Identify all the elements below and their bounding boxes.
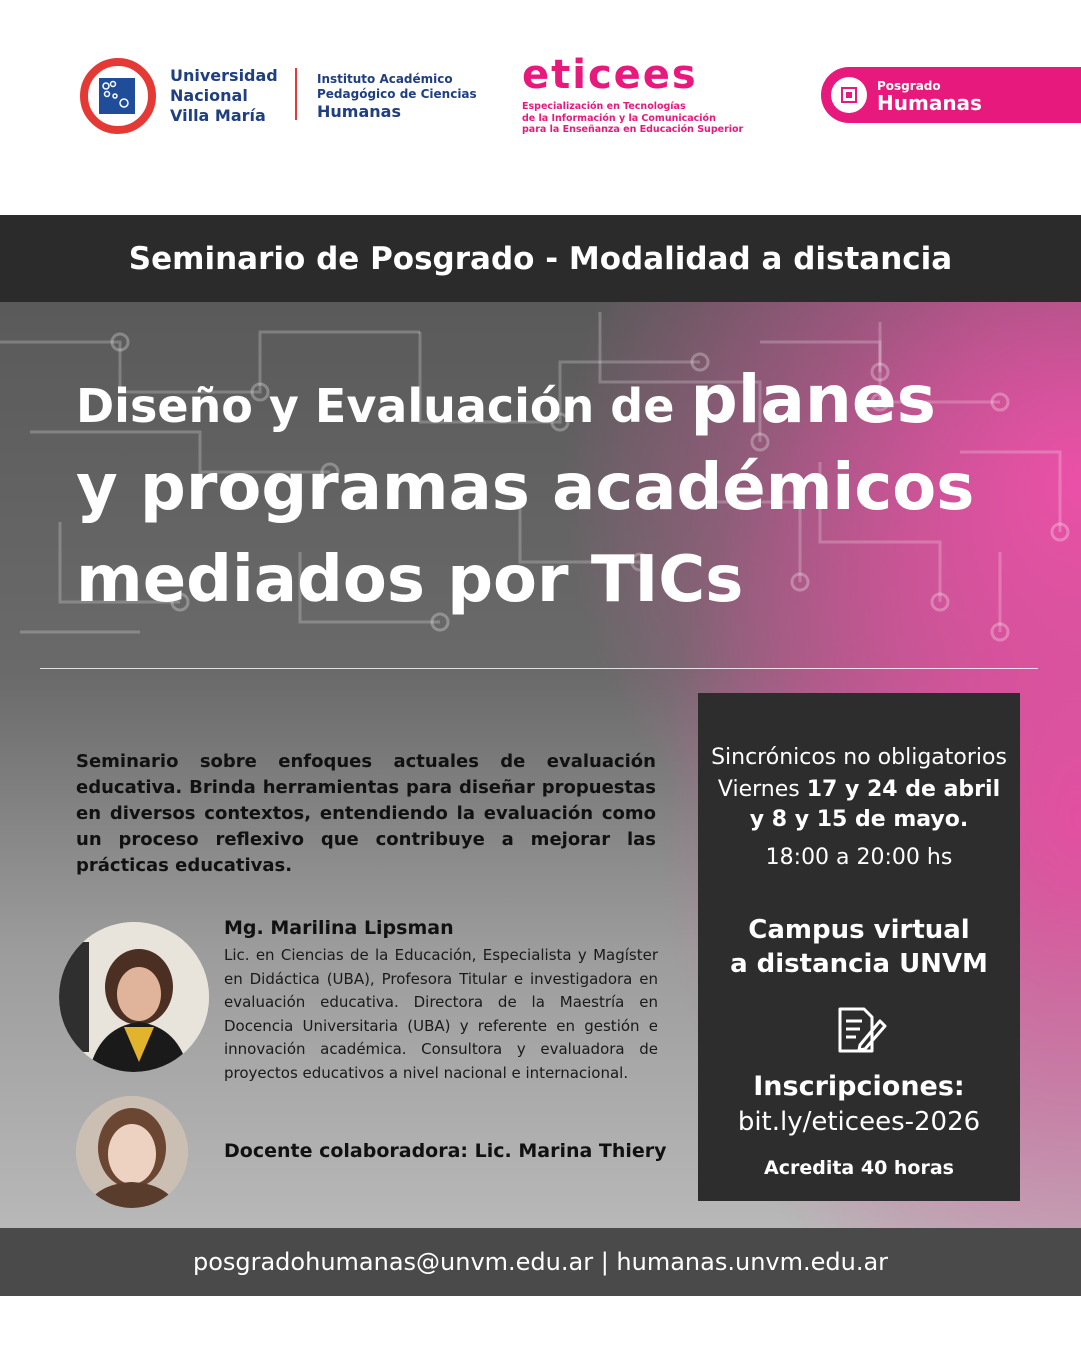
- posgrado-humanas-badge: [821, 67, 1081, 123]
- badge-small-text: Posgrado: [877, 79, 941, 93]
- contact-links[interactable]: posgradohumanas@unvm.edu.ar | humanas.unvm.edu.ar: [192, 1248, 889, 1276]
- registration-link[interactable]: bit.ly/eticees-2026: [737, 1107, 981, 1137]
- registration-label: Inscripciones:: [753, 1071, 965, 1102]
- eticees-logo: eticees: [522, 52, 698, 98]
- seminar-modality-title: Seminario de Posgrado - Modalidad a distancia: [128, 240, 953, 277]
- bottom-margin: [0, 1296, 1081, 1350]
- dates-prefix: Viernes: [717, 777, 807, 802]
- schedule-info-box: [698, 693, 1020, 1201]
- unvm-line1: Universidad: [170, 66, 278, 85]
- unvm-logo-icon: [78, 56, 158, 136]
- speaker-photo: [59, 922, 209, 1072]
- collaborator-photo: [76, 1096, 188, 1208]
- sync-label: Sincrónicos no obligatorios: [711, 745, 1007, 770]
- session-dates: [698, 775, 1020, 835]
- campus-line1: Campus virtual: [748, 915, 970, 945]
- collaborator-avatar-icon: [76, 1096, 188, 1208]
- unvm-line2: Nacional: [170, 86, 248, 105]
- seminar-title-line1b: planes: [690, 361, 936, 438]
- seminar-title-line1: [76, 361, 974, 442]
- seminar-description: Seminario sobre enfoques actuales de evaluación educativa. Brinda herramientas para diseñar propuestas en diversos contextos, entendiendo la evaluación como un proceso reflexivo que contribuye a mejorar las prácticas educativas.: [76, 751, 656, 876]
- credit-hours: Acredita 40 horas: [764, 1157, 954, 1179]
- institute-line2: Pedagógico de Ciencias: [317, 87, 477, 101]
- posgrado-logo: [831, 77, 867, 113]
- dates-april: 17 y 24 de abril: [806, 777, 1001, 802]
- contact-footer: [0, 1228, 1081, 1296]
- unvm-name: [170, 66, 278, 126]
- dates-may: y 8 y 15 de mayo.: [749, 807, 969, 832]
- form-pen-icon: [834, 1005, 888, 1055]
- seminar-modality-bar: [0, 215, 1081, 302]
- seminar-title-line1a: Diseño y Evaluación de: [76, 379, 691, 433]
- eticees-line3: para la Enseñanza en Educación Superior: [522, 124, 744, 135]
- eticees-line2: de la Información y la Comunicación: [522, 112, 716, 124]
- eticees-subtitle: [522, 101, 743, 136]
- title-divider: [40, 668, 1038, 669]
- book-icon: [841, 87, 857, 103]
- speaker-name: Mg. Marilina Lipsman: [224, 917, 454, 939]
- institute-line3: Humanas: [317, 102, 401, 121]
- campus-line2: a distancia UNVM: [730, 949, 988, 979]
- institute-name: [317, 72, 477, 121]
- campus-label: [698, 913, 1020, 981]
- speaker-avatar-icon: [59, 922, 209, 1072]
- seminar-title-line2: y programas académicos: [76, 451, 975, 525]
- seminar-title-line3: mediados por TICs: [76, 543, 744, 617]
- session-time: 18:00 a 20:00 hs: [765, 845, 953, 870]
- speaker-bio: Lic. en Ciencias de la Educación, Especialista y Magíster en Didáctica (UBA), Profesora Titular e investigadora en evaluación educativa. Directora de la Maestría en Docencia Universitaria (UBA) y referente en gestión e innovación académica. Consultora y evaluadora de proyectos educativos a nivel nacional e internacional.: [224, 946, 658, 1082]
- header: [0, 0, 1081, 215]
- badge-big-text: Humanas: [877, 91, 982, 115]
- hero-section: [0, 302, 1081, 1228]
- collaborator-name: Docente colaboradora: Lic. Marina Thiery: [224, 1140, 667, 1162]
- seminar-title: [76, 361, 975, 626]
- eticees-line1: Especialización en Tecnologías: [522, 101, 686, 112]
- unvm-line3: Villa María: [170, 106, 266, 125]
- logo-divider: [295, 68, 297, 120]
- institute-line1: Instituto Académico: [317, 72, 453, 86]
